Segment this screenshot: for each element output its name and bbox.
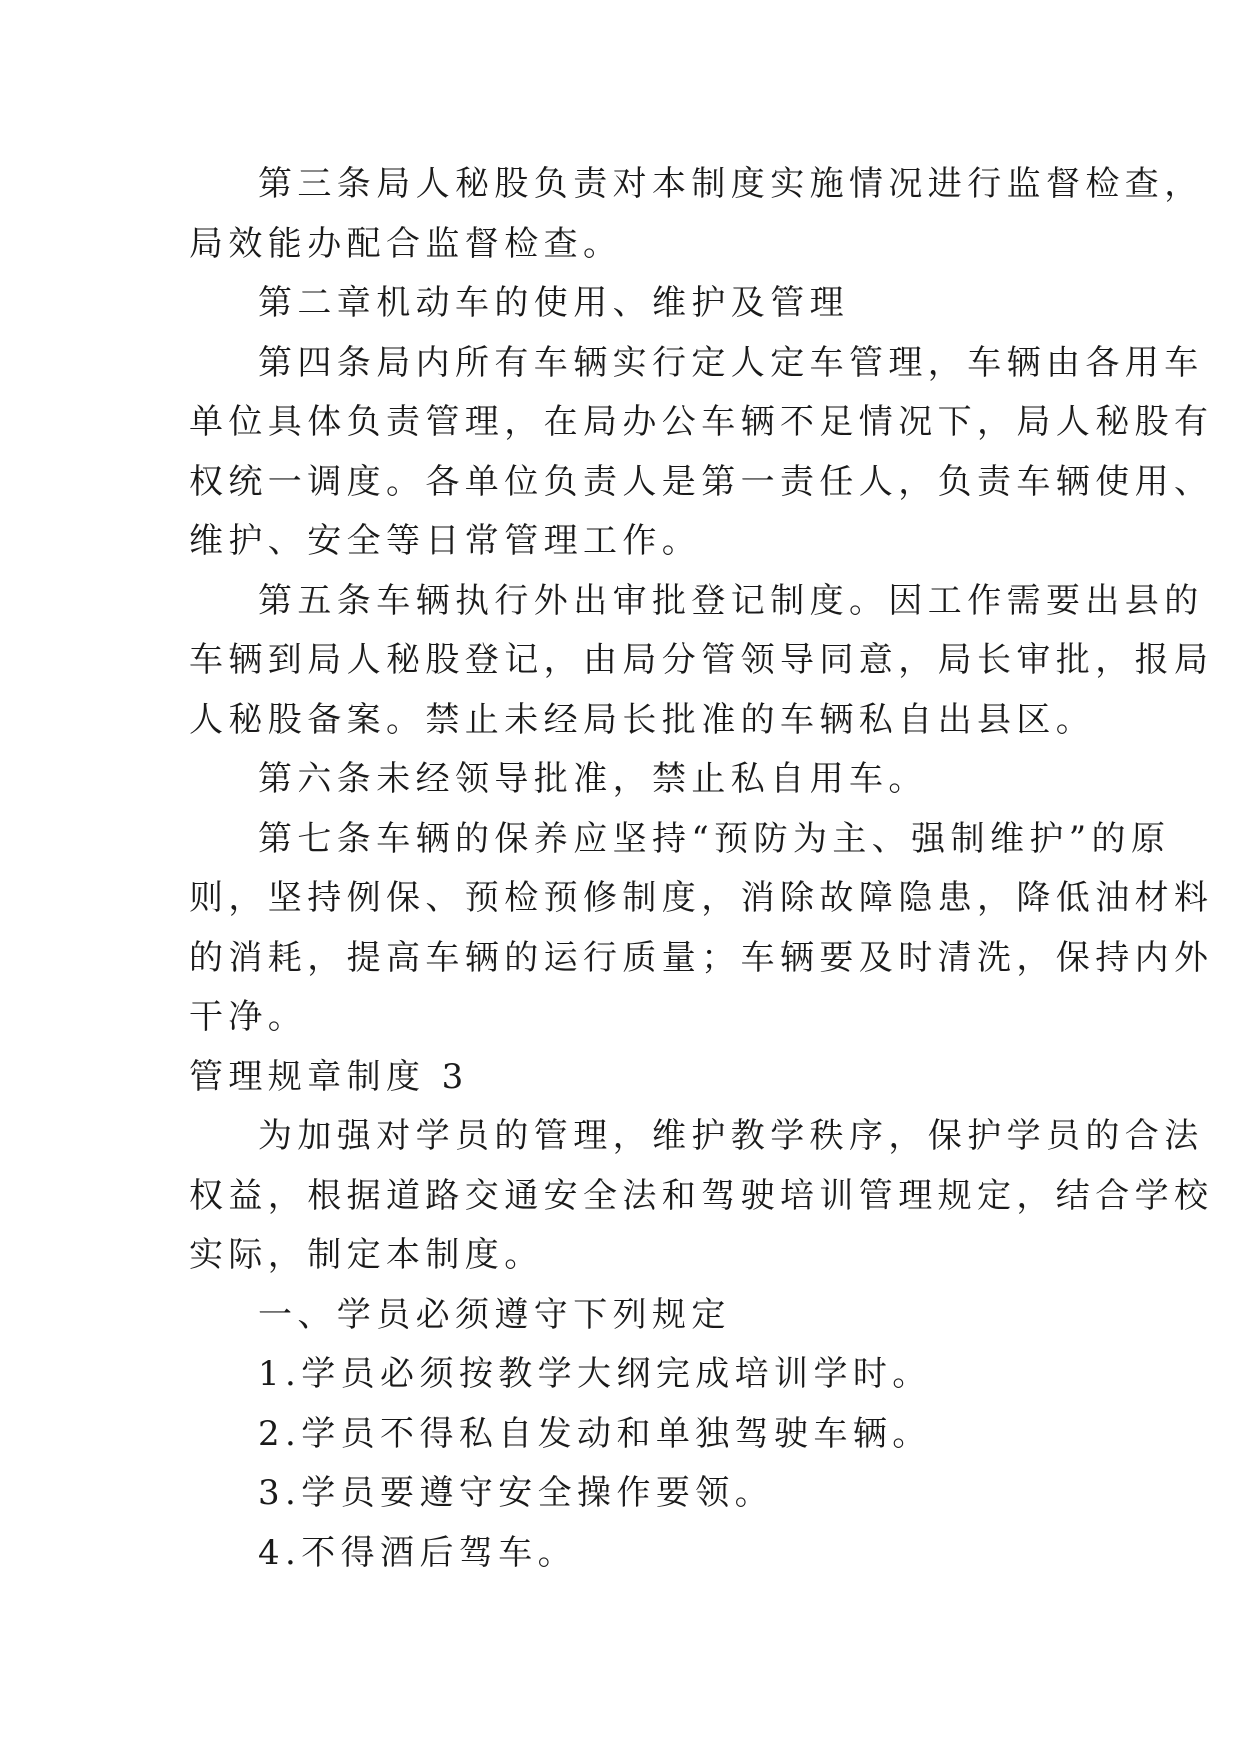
text-line: 干净。 <box>189 997 308 1037</box>
list-item: 2.学员不得私自发动和单独驾驶车辆。 <box>258 1413 932 1454</box>
text-line: 第六条未经领导批准，禁止私自用车。 <box>258 759 928 799</box>
text-line: 的消耗，提高车辆的运行质量；车辆要及时清洗，保持内外 <box>189 937 1214 978</box>
text-line: 维护、安全等日常管理工作。 <box>189 521 702 561</box>
subsection-heading: 一、学员必须遵守下列规定 <box>258 1294 731 1335</box>
text-line: 为加强对学员的管理，维护教学秩序，保护学员的合法 <box>258 1116 1204 1156</box>
text-line: 权益，根据道路交通安全法和驾驶培训管理规定，结合学校 <box>189 1175 1214 1216</box>
text-line: 单位具体负责管理，在局办公车辆不足情况下，局人秘股有 <box>189 402 1214 442</box>
text-line: 第三条局人秘股负责对本制度实施情况进行监督检查， <box>258 164 1204 204</box>
text-line: 第七条车辆的保养应坚持“预防为主、强制维护”的原 <box>258 818 1171 859</box>
text-line: 权统一调度。各单位负责人是第一责任人，负责车辆使用、 <box>189 461 1214 502</box>
text-line: 人秘股备案。禁止未经局长批准的车辆私自出县区。 <box>189 699 1096 740</box>
text-line: 第四条局内所有车辆实行定人定车管理，车辆由各用车 <box>258 342 1204 383</box>
text-line: 则，坚持例保、预检预修制度，消除故障隐患，降低油材料 <box>189 878 1214 918</box>
text-line: 车辆到局人秘股登记，由局分管领导同意，局长审批，报局 <box>189 640 1214 680</box>
list-item: 4.不得酒后驾车。 <box>258 1532 578 1573</box>
list-item: 1.学员必须按教学大纲完成培训学时。 <box>258 1354 932 1394</box>
text-line: 第五条车辆执行外出审批登记制度。因工作需要出县的 <box>258 580 1204 621</box>
text-line: 实际，制定本制度。 <box>189 1235 544 1275</box>
document-body <box>189 155 1214 1583</box>
chapter-heading: 第二章机动车的使用、维护及管理 <box>258 283 849 323</box>
list-item: 3.学员要遵守安全操作要领。 <box>258 1473 775 1513</box>
text-line: 局效能办配合监督检查。 <box>189 223 623 264</box>
section-heading: 管理规章制度 3 <box>189 1056 469 1097</box>
